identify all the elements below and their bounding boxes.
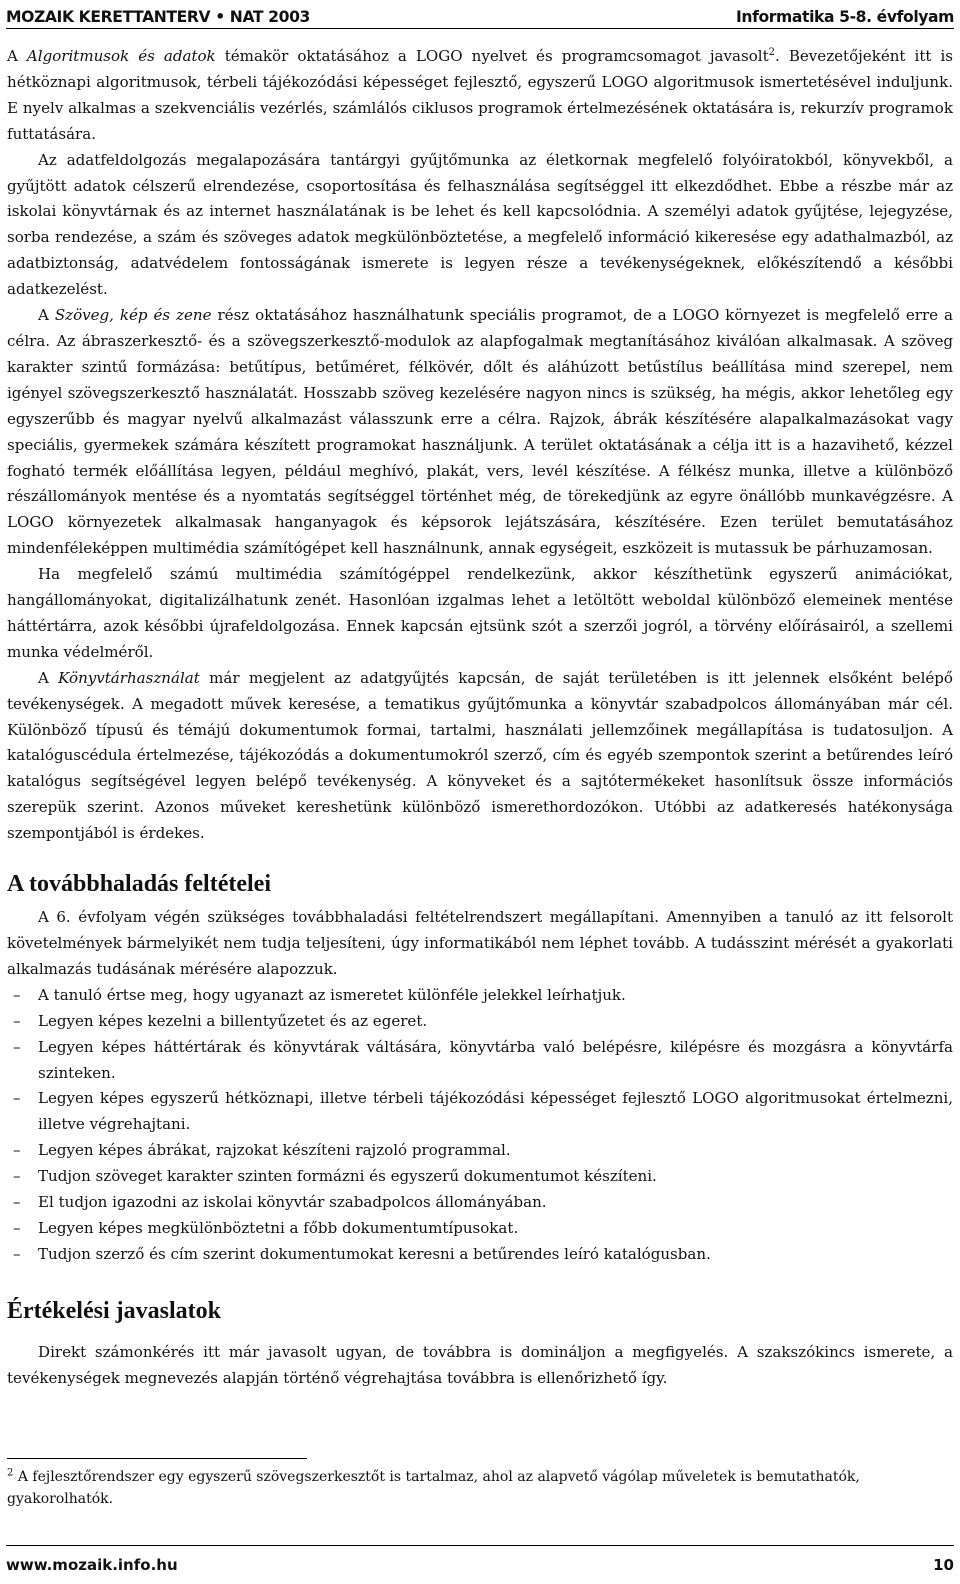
list-item: – Legyen képes ábrákat, rajzokat készíteni rajzoló programmal. [7, 1138, 953, 1164]
footnote [7, 1466, 953, 1510]
section-heading-tovabbhaladas: A továbbhaladás feltételei [7, 871, 271, 898]
footnote-divider [7, 1458, 307, 1459]
text-run: A [38, 306, 55, 325]
paragraph-multimedia: Ha megfelelő számú multimédia számítógéppel rendelkezünk, akkor készíthetünk egyszerű animációkat, hangállományokat, digitalizálhatunk zenét. Hasonlóan izgalmas lehet a letöltött weboldal különböző elemeinek mentése háttértárra, azok későbbi újrafeldolgozása. Ennek kapcsán ejtsünk szót a szerzői jogról, a törvény előírásairól, a szellemi munka védelméről. [7, 565, 953, 661]
header-left-title: MOZAIK KERETTANTERV • NAT 2003 [6, 8, 310, 26]
paragraph-ertekelesi: Direkt számonkérés itt már javasolt ugyan, de továbbra is domináljon a megfigyelés. A szakszókincs ismerete, a tevékenységek megnevezés alapján történő végrehajtása továbbra is ellenőrizhető így. [7, 1342, 953, 1387]
header-right-title: Informatika 5-8. évfolyam [735, 8, 954, 26]
list-item: – Legyen képes háttértárak és könyvtárak váltására, könyvtárba való belépésre, kilépésre és mozgásra a könyvtárfa szinteken. [7, 1035, 953, 1087]
page-header [6, 2, 954, 29]
requirements-list [7, 983, 953, 1268]
footnote-reference: 2 [768, 46, 776, 58]
emphasis-topic: Könyvtárhasználat [58, 668, 200, 687]
paragraph-adatfeldolgozas: Az adatfeldolgozás megalapozására tantárgyi gyűjtőmunka az életkornak megfelelő folyóiratokból, könyvekből, a gyűjtött adatok célszerű elrendezése, csoportosítása és felhasználása segítséggel itt elkezdődhet. Ebbe a részbe már az iskolai könyvtárnak és az internet használatának is be lehet és kell kapcsolódnia. A személyi adatok gyűjtése, lejegyzése, sorba rendezése, a szám és szöveges adatok megkülönböztetése, a megfelelő információ kikeresése egy adathalmazból, az adatbiztonság, adatvédelem fontosságának ismerete is legyen része a tevékenységeknek, előkészítendő a későbbi adatkezelést. [7, 150, 953, 299]
list-item: – Tudjon szöveget karakter szinten formázni és egyszerű dokumentumot készíteni. [7, 1164, 953, 1190]
footer-url: www.mozaik.info.hu [6, 1556, 178, 1574]
document-body [7, 44, 953, 1392]
list-item: – Legyen képes megkülönböztetni a főbb dokumentumtípusokat. [7, 1216, 953, 1242]
emphasis-topic: Szöveg, kép és zene [54, 306, 212, 325]
text-run: A [7, 47, 27, 65]
emphasis-topic: Algoritmusok és adatok [26, 47, 216, 65]
paragraph-konyvtarhasznalat [7, 666, 953, 847]
section-heading-ertekelesi: Értékelési javaslatok [7, 1297, 221, 1324]
paragraph-szoveg-kep-zene [7, 303, 953, 562]
paragraph-tovabbhaladas-intro: A 6. évfolyam végén szükséges továbbhaladási feltételrendszert megállapítani. Amennyiben a tanuló az itt felsorolt követelmények bármelyikét nem tudja teljesíteni, úgy informatikából nem léphet tovább. A tudásszint mérését a gyakorlati alkalmazás tudásának mérésére alapozzuk. [7, 908, 953, 978]
list-item: – Legyen képes kezelni a billentyűzetet és az egeret. [7, 1009, 953, 1035]
footnote-text: A fejlesztőrendszer egy egyszerű szövegszerkesztőt is tartalmaz, ahol az alapvető vágólap műveletek is bemutathatók, gyakorolhatók. [7, 1469, 860, 1507]
list-item: – A tanuló értse meg, hogy ugyanazt az ismeretet különféle jelekkel leírhatjuk. [7, 983, 953, 1009]
footnote-mark: 2 [7, 1467, 14, 1479]
text-run: témakör oktatásához a LOGO nyelvet és programcsomagot javasolt [215, 47, 769, 65]
paragraph-algoritmusok [7, 44, 953, 148]
list-item: – El tudjon igazodni az iskolai könyvtár szabadpolcos állományában. [7, 1190, 953, 1216]
list-item: – Legyen képes egyszerű hétköznapi, illetve térbeli tájékozódási képességet fejlesztő LOGO algoritmusokat értelmezni, illetve végrehajtani. [7, 1086, 953, 1138]
text-run: rész oktatásához használhatunk speciális programot, de a LOGO környezet is megfelelő erre a célra. Az ábraszerkesztő- és a szövegszerkesztő-modulok az alapfogalmak megtanításához kiválóan alkalmasak. A szöveg karakter szintű formázása: betűtípus, betűméret, félkövér, dőlt és aláhúzott betűstílus beállítása mind szerepel, nem igényel szövegszerkesztő használatát. Hosszabb szöveg kezelésére nagyon nincs is szükség, ha mégis, akkor lehetőleg egy egyszerűbb és magyar nyelvű alkalmazást válasszunk erre a célra. Rajzok, ábrák készítésére alapalkalmazásokat vagy speciális, gyermekek számára készített programokat használjunk. A terület oktatásának a célja itt is a hazavihető, kézzel fogható termék előállítása legyen, például meghívó, plakát, vers, levél készítése. A félkész munka, illetve a különböző részállományok mentése és a nyomtatás segítséggel történhet még, de törekedjünk az egyre önállóbb munkavégzésre. A LOGO környezetek alkalmasak hanganyagok és képsorok lejátszására, készítésére. Ezen terület bemutatásához mindenféleképpen multimédia számítógépet kell használnunk, annak egységeit, eszközeit is mutassuk be párhuzamosan. [7, 306, 953, 558]
page-footer [6, 1545, 954, 1574]
page-number: 10 [933, 1556, 954, 1574]
text-run: A [38, 668, 59, 687]
text-run: már megjelent az adatgyűjtés kapcsán, de saját területében is itt jelennek elsőként belépő tevékenységek. A megadott művek keresése, a tematikus gyűjtőmunka a könyvtár szabadpolcos állományában már cél. Különböző típusú és témájú dokumentumok formai, tartalmi, használati jellemzőinek megállapítása is tudatosuljon. A katalóguscédula értelmezése, tájékozódás a dokumentumokról szerző, cím és egyéb szempontok szerint a betűrendes leíró katalógus segítségével legyen belépő tevékenység. A könyveket és a sajtótermékeket hasonlítsuk össze információs szerepük szerint. Azonos műveket kereshetünk különböző ismerethordozókon. Utóbbi az adatkeresés hatékonysága szempontjából is érdekes. [7, 668, 953, 843]
list-item: – Tudjon szerző és cím szerint dokumentumokat keresni a betűrendes leíró katalógusban. [7, 1242, 953, 1268]
text-run: . Bevezetőjeként itt is hétköznapi algoritmusok, térbeli tájékozódási képességet fejlesztő, egyszerű LOGO algoritmusok ismertetésével induljunk. E nyelv alkalmas a szekvenciális vezérlés, számlálós ciklusos programok értelmezésének oktatására is, rekurzív programok futtatására. [7, 47, 953, 143]
